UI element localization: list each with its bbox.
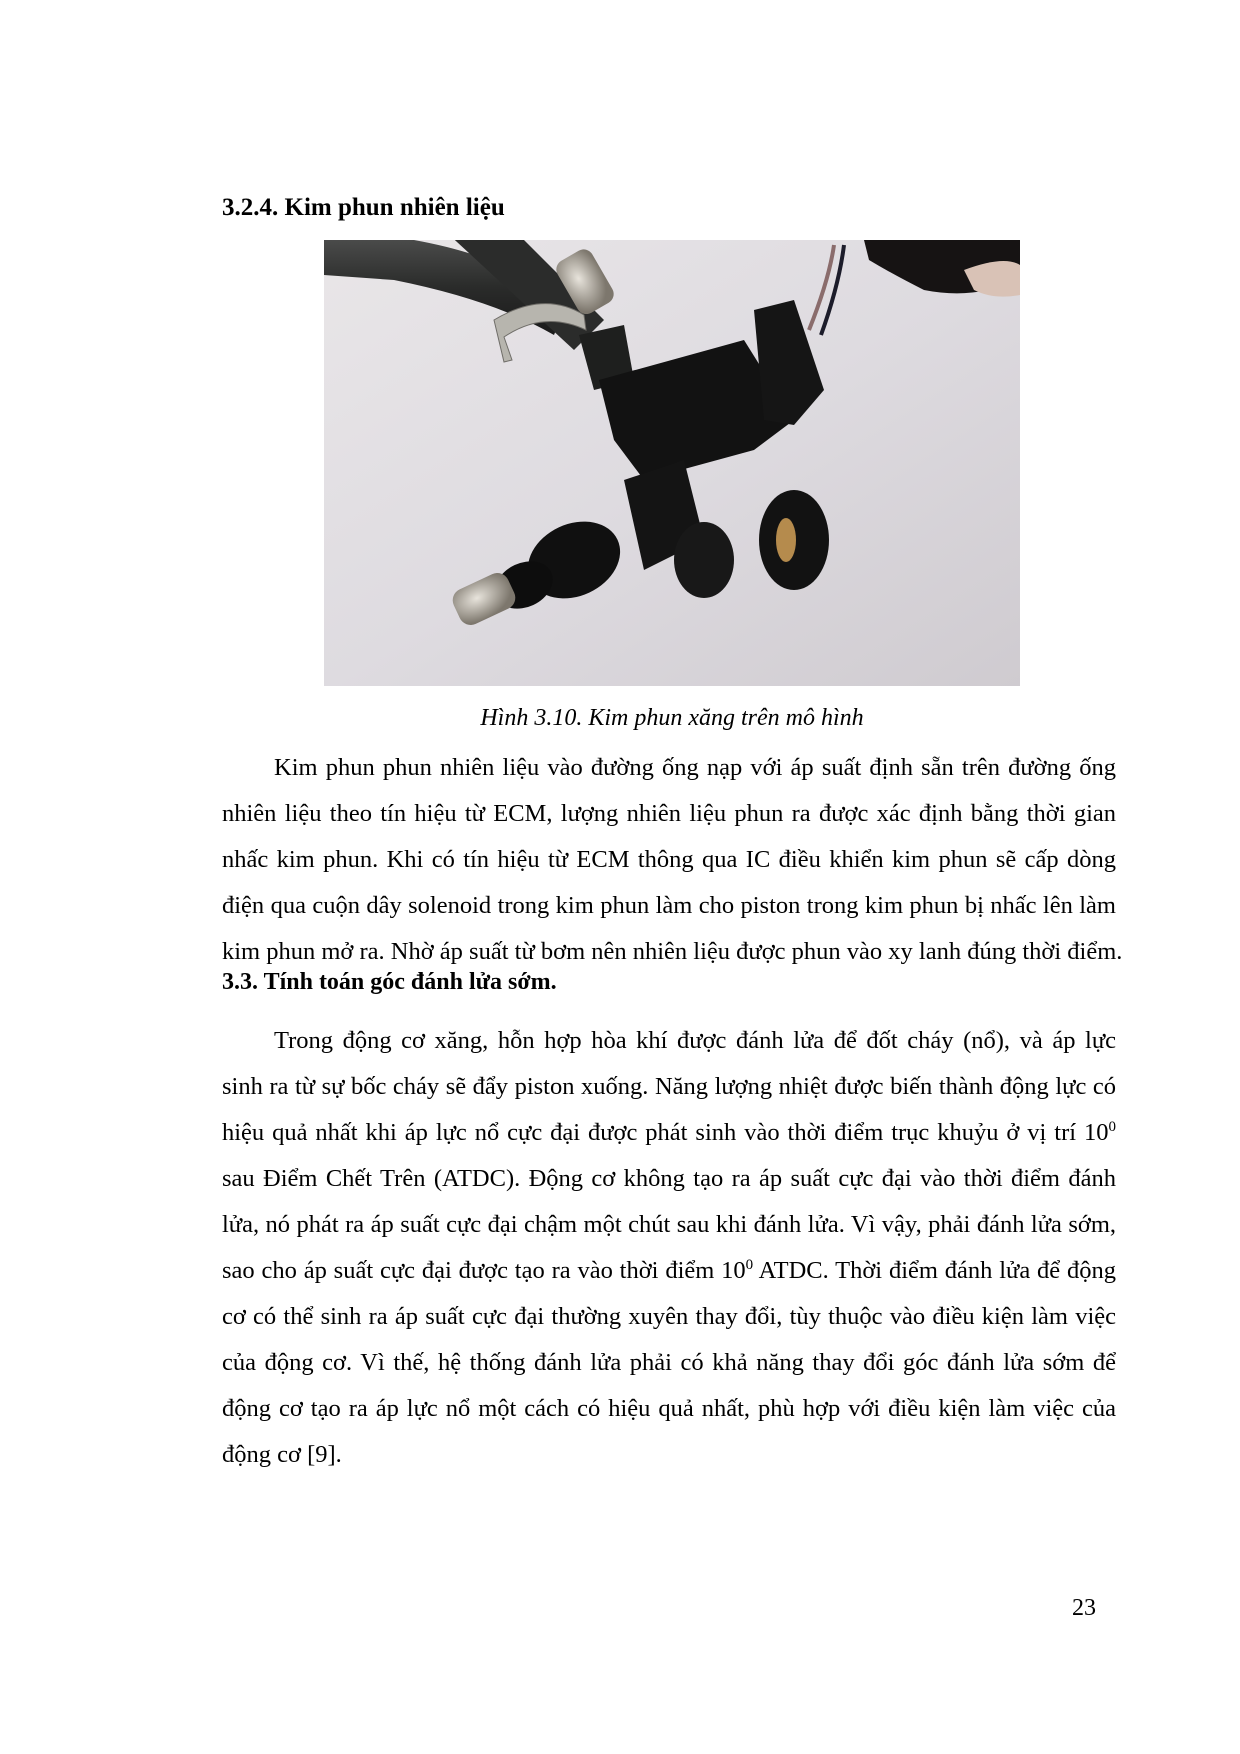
paragraph-line: sau Điểm Chết Trên (ATDC). Động cơ không tạo ra áp suất cực đại vào thời điểm đánh — [222, 1165, 1116, 1192]
paragraph-line: nhiên liệu theo tín hiệu từ ECM, lượng nhiên liệu phun ra được xác định bằng thời gian — [222, 800, 1116, 827]
paragraph-line: động cơ [9]. — [222, 1441, 342, 1468]
paragraph-line: lửa, nó phát ra áp suất cực đại chậm một chút sau khi đánh lửa. Vì vậy, phải đánh lửa sớm, — [222, 1211, 1116, 1238]
paragraph-line: sao cho áp suất cực đại được tạo ra vào thời điểm $10^0$ ATDC. Thời điểm đánh lửa để động — [222, 1256, 1117, 1284]
paragraph-line: hiệu quả nhất khi áp lực nổ cực đại được phát sinh vào thời điểm trục khuỷu ở vị trí $10^0$ — [222, 1118, 1116, 1146]
paragraph-ignition-timing — [222, 1018, 1116, 1478]
section-heading-3-3: 3.3. Tính toán góc đánh lửa sớm. — [222, 969, 557, 995]
page-number: 23 — [1072, 1595, 1096, 1621]
figure-caption: Hình 3.10. Kim phun xăng trên mô hình — [480, 705, 864, 731]
paragraph-line: của động cơ. Vì thế, hệ thống đánh lửa phải có khả năng thay đổi góc đánh lửa sớm để — [222, 1349, 1116, 1376]
paragraph-line: động cơ tạo ra áp lực nổ một cách có hiệu quả nhất, phù hợp với điều kiện làm việc của — [222, 1395, 1116, 1422]
degree-superscript: 0 — [745, 1256, 754, 1273]
paragraph-line: Trong động cơ xăng, hỗn hợp hòa khí được đánh lửa để đốt cháy (nổ), và áp lực — [274, 1027, 1116, 1054]
paragraph-line: nhấc kim phun. Khi có tín hiệu từ ECM thông qua IC điều khiển kim phun sẽ cấp dòng — [222, 846, 1116, 873]
paragraph-line: điện qua cuộn dây solenoid trong kim phun làm cho piston trong kim phun bị nhấc lên làm — [222, 892, 1116, 919]
section-heading-3-2-4: 3.2.4. Kim phun nhiên liệu — [222, 194, 505, 221]
line-tail: ATDC. Thời điểm đánh lửa để động — [753, 1257, 1117, 1284]
degree-superscript: 0 — [1108, 1118, 1116, 1135]
paragraph-line: sinh ra từ sự bốc cháy sẽ đẩy piston xuống. Năng lượng nhiệt được biến thành động lực có — [222, 1073, 1116, 1100]
paragraph-line: kim phun mở ra. Nhờ áp suất từ bơm nên nhiên liệu được phun vào xy lanh đúng thời điểm. — [222, 938, 1123, 965]
paragraph-fuel-injector — [222, 745, 1123, 975]
paragraph-line: cơ có thể sinh ra áp suất cực đại thường xuyên thay đổi, tùy thuộc vào điều kiện làm việc — [222, 1303, 1116, 1330]
figure-fuel-injector-photo — [324, 240, 1020, 686]
paragraph-line: Kim phun phun nhiên liệu vào đường ống nạp với áp suất định sẵn trên đường ống — [274, 754, 1116, 781]
fuel-injector-photo-illustration — [324, 240, 1020, 686]
